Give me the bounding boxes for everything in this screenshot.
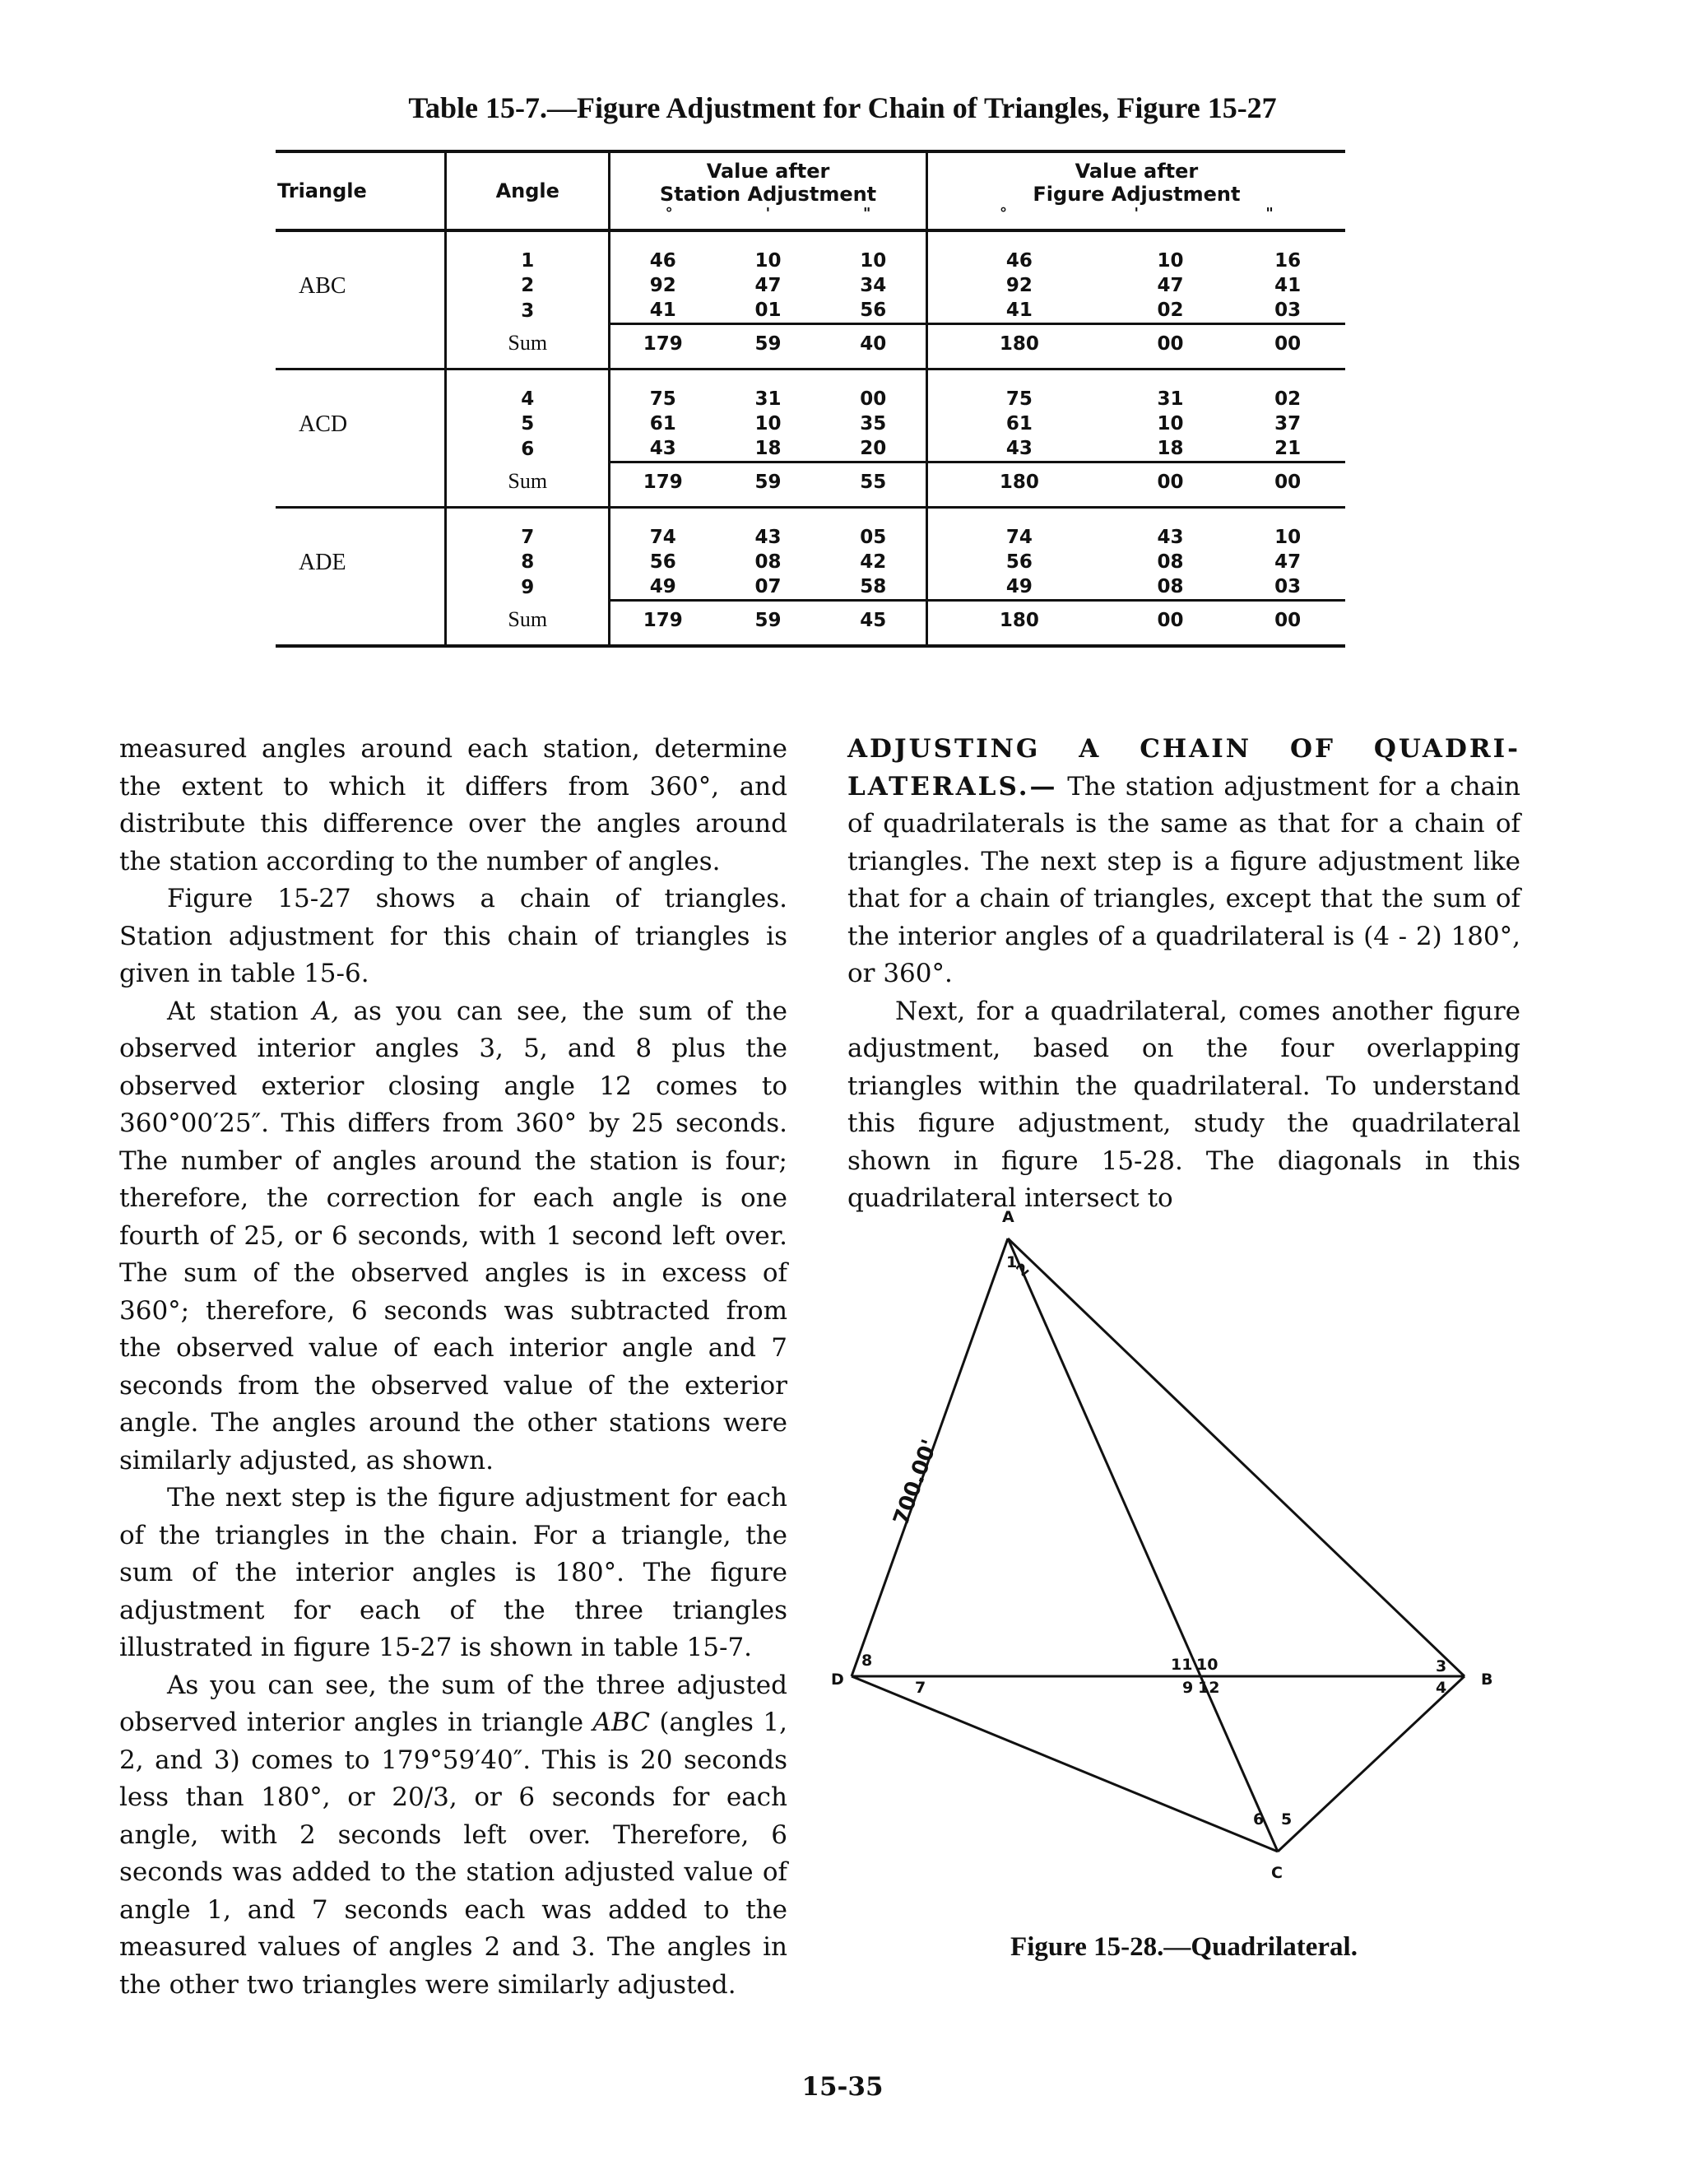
angle-label-10: 10 [1196,1656,1218,1674]
figure-caption: Figure 15-28.—Quadrilateral. [1010,1932,1358,1962]
station-value-cell: 56 [821,298,927,324]
angle-label-12: 12 [1198,1679,1220,1697]
deg-symbol: ° [1000,205,1008,222]
paragraph [847,731,1520,993]
station-sum-cell: 179 [610,462,716,508]
triangle-cell: ACD [276,369,446,508]
station-value-cell: 42 [821,550,927,574]
triangle-name: ABC [592,1708,650,1737]
text-run: (angles 1, 2, and 3) comes to 179°59′40″. This is 20 seconds less than 180°, or 20/3, or 6 seconds for each angle, with 2 seconds left over. Therefore, 6 seconds was added to the station adjusted value of angle 1, and 7 seconds each was added to the measured values of angles 2 and 3. The angles in the other two triangles were similarly adjusted. [119,1708,787,2000]
angle-label-6: 6 [1253,1810,1265,1829]
angle-label-7: 7 [915,1679,926,1697]
angle-label-2: 2 [1013,1259,1033,1280]
angle-label-5: 5 [1281,1810,1293,1829]
sum-label: Sum [446,462,610,508]
station-value-cell: 18 [754,438,782,459]
header-figure-line1: Value after [1075,160,1199,183]
table-row [276,508,1345,551]
station-sum-cell: 179 [610,601,716,647]
header-station-line2: Station Adjustment [659,183,877,206]
station-value-cell: 74 [649,527,676,548]
angle-cell: 7 [446,508,610,551]
station-value-cell: 05 [821,508,927,551]
station-value-cell: 08 [754,551,782,573]
figure-value-cell: 10 [1157,250,1184,272]
angle-cell: 9 [446,574,610,601]
angle-cell: 5 [446,411,610,436]
side-length-label: 700.00' [889,1436,943,1529]
side-ab [1008,1238,1465,1676]
angle-label-4: 4 [1436,1679,1447,1697]
figure-value-cell: 56 [1005,551,1033,573]
text-run: The station adjustment for a chain of quadrilaterals is the same as that for a chain of triangles. The next step is a figure adjustment like that for a chain of triangles, except that the sum of the interior angles of a quadrilateral is (4 - 2) 180°, or 360°. [847,771,1520,988]
station-name: A, [312,996,340,1026]
deg-symbol: ° [665,205,673,222]
figure-value-cell: 31 [1157,388,1184,410]
station-sum-cell: 55 [821,462,927,508]
sec-symbol: " [862,205,871,222]
station-sum-cell: 40 [821,324,927,369]
paragraph [119,993,787,1480]
station-sum-cell: 59 [715,324,821,369]
station-value-cell: 56 [649,551,676,573]
station-value-cell: 07 [754,576,782,597]
header-station-adjustment [610,151,927,230]
figure-sum-cell: 180 [926,601,1111,647]
paragraph: Figure 15-27 shows a chain of triangles. Station adjustment for this chain of triangles is given in table 15-6. [119,884,787,988]
table-row [276,230,1345,273]
table-header-row [276,151,1345,230]
station-value-cell: 43 [649,438,676,459]
station-value-cell: 34 [821,273,927,298]
section-heading: ADJUSTING A CHAIN OF QUADRI-LATERALS.— [847,734,1520,802]
angle-cell: 8 [446,550,610,574]
right-text-column [847,731,1520,1218]
header-triangle: Triangle [276,151,446,230]
vertex-label-a: A [1002,1208,1014,1226]
figure-value-cell: 47 [1157,275,1184,296]
station-value-cell: 43 [754,527,782,548]
station-value-cell: 41 [649,300,676,321]
station-sum-cell: 179 [610,324,716,369]
angle-cell: 4 [446,369,610,412]
min-symbol: ' [1134,205,1139,222]
paragraph: measured angles around each station, determine the extent to which it differs from 360°, and distribute this difference over the angles around the station according to the number of angles. [119,734,787,876]
diagonal-ac [1008,1238,1278,1852]
station-value-cell: 49 [649,576,676,597]
station-value-cell: 10 [754,250,782,272]
figure-sum-cell: 00 [1230,601,1345,647]
station-value-cell: 20 [821,436,927,462]
adjustment-table [276,150,1345,648]
angle-cell: 2 [446,273,610,298]
station-sum-cell: 59 [715,462,821,508]
figure-value-cell: 08 [1157,576,1184,597]
station-value-cell: 10 [754,413,782,434]
triangle-cell: ADE [276,508,446,647]
sec-symbol: " [1265,205,1274,222]
figure-value-cell: 92 [1005,275,1033,296]
figure-sum-cell: 00 [1111,324,1230,369]
table-title: Table 15-7.—Figure Adjustment for Chain of Triangles, Figure 15-27 [408,91,1277,124]
text-run: As you can see, the sum of the three adjusted observed interior angles in triangle [119,1670,787,1737]
station-value-cell: 47 [754,275,782,296]
header-station-line1: Value after [706,160,830,183]
figure-value-cell: 61 [1005,413,1033,434]
figure-value-cell: 75 [1005,388,1033,410]
figure-value-cell: 02 [1157,300,1184,321]
figure-value-cell: 03 [1274,300,1302,321]
header-angle: Angle [446,151,610,230]
min-symbol: ' [765,205,771,222]
station-value-cell: 75 [649,388,676,410]
figure-value-cell: 03 [1274,576,1302,597]
station-sum-cell: 45 [821,601,927,647]
sum-label: Sum [446,324,610,369]
left-text-column [119,731,787,2004]
station-value-cell: 58 [821,574,927,601]
figure-sum-cell: 00 [1111,462,1230,508]
figure-sum-cell: 00 [1230,324,1345,369]
figure-value-cell: 46 [1005,250,1033,272]
figure-value-cell: 08 [1157,551,1184,573]
station-value-cell: 31 [754,388,782,410]
station-value-cell: 35 [821,411,927,436]
figure-value-cell: 37 [1274,413,1302,434]
figure-value-cell: 16 [1274,250,1302,272]
angle-cell: 1 [446,230,610,273]
header-figure-dms [928,206,1345,222]
page-number: 15-35 [801,2072,884,2102]
figure-value-cell: 21 [1274,438,1302,459]
figure-sum-cell: 00 [1111,601,1230,647]
quadrilateral-figure [831,1201,1520,1983]
angle-cell: 6 [446,436,610,462]
figure-sum-cell: 180 [926,324,1111,369]
text-run: as you can see, the sum of the observed interior angles 3, 5, and 8 plus the observed exterior closing angle 12 comes to 360°00′25″. This differs from 360° by 25 seconds. The number of angles around the station is four; therefore, the correction for each angle is one fourth of 25, or 6 seconds, with 1 second left over. The sum of the observed angles is in excess of 360°; therefore, 6 seconds was subtracted from the observed value of each interior angle and 7 seconds from the observed value of the exterior angle. The angles around the other stations were similarly adjusted, as shown. [119,996,787,1475]
figure-value-cell: 74 [1005,527,1033,548]
paragraph: Next, for a quadrilateral, comes another figure adjustment, based on the four overlapping triangles within the quadrilateral. To understand this figure adjustment, study the quadrilateral shown in figure 15-28. The diagonals in this quadrilateral intersect to [847,996,1520,1213]
header-figure-adjustment [926,151,1345,230]
angle-label-1: 1 [1006,1253,1018,1271]
angle-label-11: 11 [1171,1656,1193,1674]
station-value-cell: 10 [821,230,927,273]
station-value-cell: 00 [821,369,927,412]
figure-value-cell: 41 [1005,300,1033,321]
text-run: At station [167,996,313,1026]
vertex-label-b: B [1481,1671,1493,1689]
paragraph: The next step is the figure adjustment for each of the triangles in the chain. For a triangle, the sum of the interior angles is 180°. The figure adjustment for each of the three triangles illustrated in figure 15-27 is shown in table 15-7. [119,1483,787,1662]
angle-label-9: 9 [1182,1679,1194,1697]
angle-label-3: 3 [1436,1657,1447,1675]
figure-value-cell: 10 [1157,413,1184,434]
table-row [276,369,1345,412]
header-figure-line2: Figure Adjustment [1033,183,1241,206]
figure-value-cell: 18 [1157,438,1184,459]
station-value-cell: 61 [649,413,676,434]
vertex-label-d: D [831,1671,844,1689]
figure-value-cell: 47 [1274,551,1302,573]
triangle-cell: ABC [276,230,446,369]
figure-value-cell: 02 [1274,388,1302,410]
angle-label-8: 8 [861,1652,873,1670]
figure-value-cell: 10 [1274,527,1302,548]
figure-value-cell: 43 [1157,527,1184,548]
figure-value-cell: 41 [1274,275,1302,296]
figure-sum-cell: 00 [1230,462,1345,508]
paragraph [119,1667,787,2005]
figure-value-cell: 43 [1005,438,1033,459]
figure-sum-cell: 180 [926,462,1111,508]
station-sum-cell: 59 [715,601,821,647]
angle-cell: 3 [446,298,610,324]
vertex-label-c: C [1271,1864,1283,1882]
station-value-cell: 92 [649,275,676,296]
figure-value-cell: 49 [1005,576,1033,597]
header-station-dms [610,206,926,222]
station-value-cell: 01 [754,300,782,321]
station-value-cell: 46 [649,250,676,272]
side-bc [1278,1676,1465,1852]
side-dc [852,1676,1278,1852]
sum-label: Sum [446,601,610,647]
